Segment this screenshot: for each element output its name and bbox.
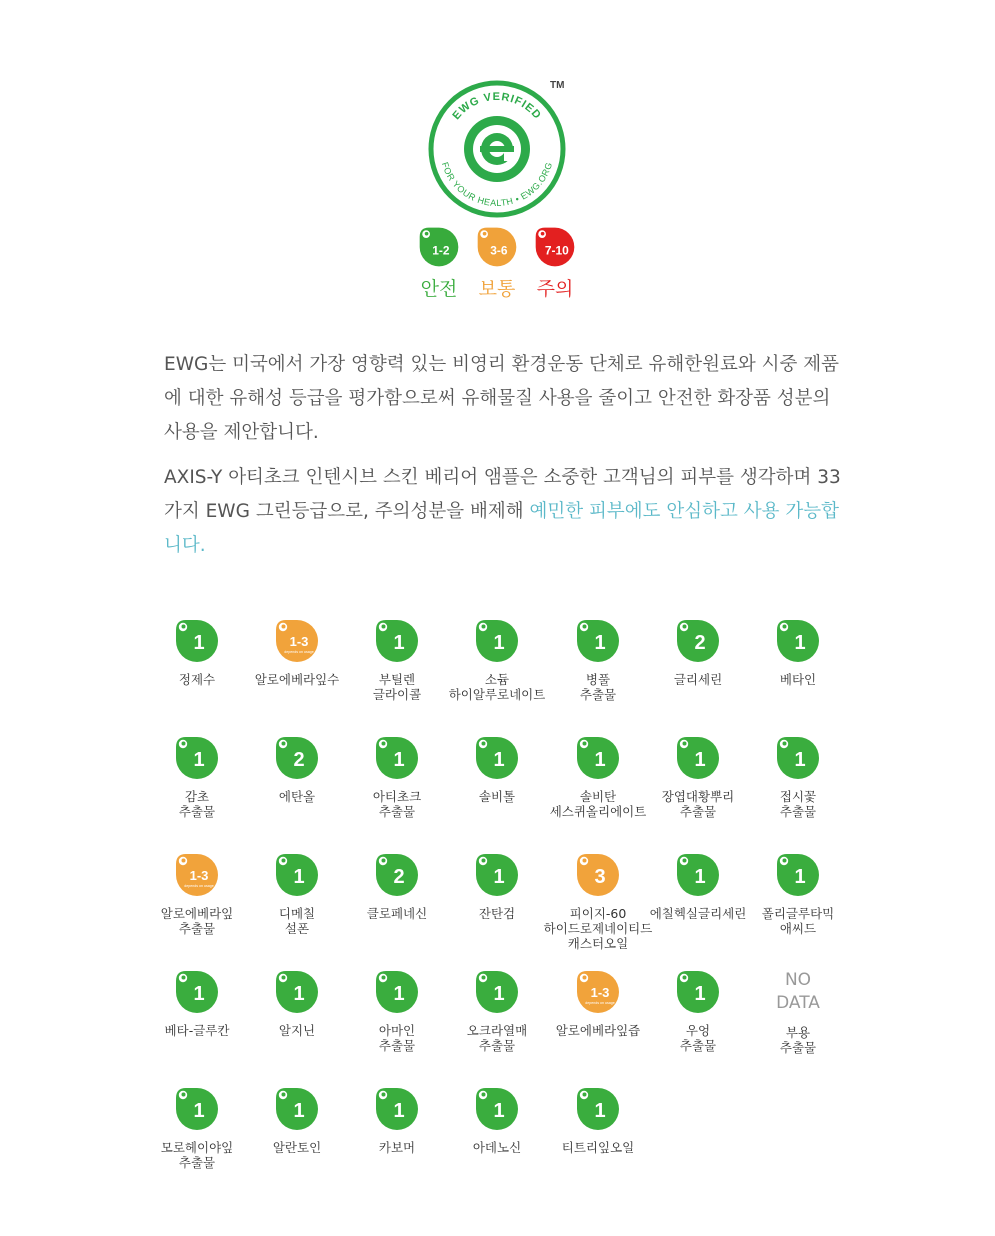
logo-bottom-text: FOR YOUR HEALTH • EWG.ORG xyxy=(439,160,555,209)
score-value: 1 xyxy=(493,983,505,1005)
score-badge xyxy=(272,1084,322,1134)
score-value: 1 xyxy=(694,983,706,1005)
ingredient-item xyxy=(442,733,552,804)
score-badge xyxy=(573,850,623,900)
score-badge xyxy=(472,616,522,666)
ingredient-name: 병풀 추출물 xyxy=(579,672,617,702)
legend-label: 보통 xyxy=(478,278,516,300)
ingredient-item xyxy=(543,967,653,1038)
ingredient-name: 알지닌 xyxy=(278,1023,316,1038)
ingredient-item xyxy=(543,733,653,819)
ingredient-item xyxy=(242,850,352,936)
ingredient-item xyxy=(142,616,252,687)
ingredient-name: 아마인 추출물 xyxy=(378,1023,416,1053)
ingredient-name: 카보머 xyxy=(378,1140,416,1155)
score-value: 1 xyxy=(594,1100,606,1122)
legend-badge-3-6 xyxy=(474,224,520,270)
score-badge xyxy=(773,733,823,783)
ingredient-item xyxy=(442,850,552,921)
ingredient-name: 클로페네신 xyxy=(366,906,428,921)
no-data-label: NO DATA xyxy=(776,970,820,1013)
score-value: 1 xyxy=(193,749,205,771)
ingredient-name: 솔비탄 세스퀴올리에이트 xyxy=(549,789,647,819)
score-value: 1-3 xyxy=(189,868,209,883)
score-badge xyxy=(773,616,823,666)
score-value: 1-2 xyxy=(432,243,450,258)
score-value: 1-3 xyxy=(590,985,610,1000)
score-value: 1 xyxy=(794,866,806,888)
ingredient-item xyxy=(242,1084,352,1155)
score-badge xyxy=(372,1084,422,1134)
trademark-mark: TM xyxy=(550,80,565,91)
ingredient-item xyxy=(743,733,853,819)
ingredient-name: 접시꽃 추출물 xyxy=(779,789,817,819)
ingredient-item xyxy=(743,967,853,1055)
highlight-text: 예민한 피부에도 안심하고 사용 가능합니다. xyxy=(164,501,840,556)
ingredient-item xyxy=(142,967,252,1038)
product-text: AXIS-Y 아티초크 인텐시브 스킨 베리어 앰플은 소중한 고객님의 피부를 생각하며 33가지 EWG 그린등급으로, 주의성분을 배제해 xyxy=(164,467,841,522)
score-badge xyxy=(773,850,823,900)
ingredient-item xyxy=(342,850,452,921)
score-badge xyxy=(172,1084,222,1134)
score-value: 2 xyxy=(694,632,706,654)
ingredient-name: 감초 추출물 xyxy=(178,789,216,819)
ingredient-name: 알로에베라잎수 xyxy=(254,672,340,687)
score-value: 1 xyxy=(794,632,806,654)
score-value: 1 xyxy=(393,749,405,771)
ingredient-item xyxy=(242,616,352,687)
ingredient-item xyxy=(543,1084,653,1155)
ingredient-name: 장엽대황뿌리 추출물 xyxy=(661,789,735,819)
ingredient-name: 우엉 추출물 xyxy=(679,1023,717,1053)
ingredient-name: 아티초크 추출물 xyxy=(372,789,422,819)
logo-top-text: EWG VERIFIED xyxy=(450,90,544,123)
ingredient-item xyxy=(643,616,753,687)
legend-badge-7-10 xyxy=(532,224,578,270)
score-value: 1-3 xyxy=(289,634,309,649)
product-paragraph xyxy=(164,461,844,563)
score-badge xyxy=(172,733,222,783)
ingredient-item xyxy=(342,616,452,702)
ingredient-name: 오크라열매 추출물 xyxy=(466,1023,528,1053)
score-badge xyxy=(673,733,723,783)
score-badge xyxy=(172,616,222,666)
score-value: 1 xyxy=(293,866,305,888)
score-value: 2 xyxy=(393,866,405,888)
ingredient-item xyxy=(342,967,452,1053)
ingredient-item xyxy=(442,616,552,702)
score-value: 1 xyxy=(493,632,505,654)
score-value: 1 xyxy=(393,632,405,654)
score-badge xyxy=(472,967,522,1017)
depends-on-usage-text: depends on usage xyxy=(184,884,214,888)
score-value: 2 xyxy=(293,749,305,771)
score-value: 1 xyxy=(393,1100,405,1122)
ingredient-name: 알로에베라잎 추출물 xyxy=(160,906,234,936)
score-value: 7-10 xyxy=(544,243,569,258)
score-badge xyxy=(472,733,522,783)
score-value: 1 xyxy=(193,1100,205,1122)
depends-on-usage-text: depends on usage xyxy=(585,1001,615,1005)
score-badge xyxy=(673,850,723,900)
ewg-intro-paragraph: EWG는 미국에서 가장 영향력 있는 비영리 환경운동 단체로 유해한원료와 시중 제품에 대한 유해성 등급을 평가함으로써 유해물질 사용을 줄이고 안전한 화장품 성분의 사용을 제안합니다. xyxy=(164,354,839,443)
ewg-verified-logo xyxy=(426,78,568,220)
ingredient-item xyxy=(342,1084,452,1155)
score-value: 1 xyxy=(594,749,606,771)
score-value: 1 xyxy=(493,866,505,888)
ingredient-item xyxy=(643,850,753,921)
ingredient-item xyxy=(743,850,853,936)
score-value: 3-6 xyxy=(490,243,508,258)
ingredient-name: 베타-글루칸 xyxy=(164,1023,230,1038)
score-badge xyxy=(372,733,422,783)
score-badge xyxy=(573,616,623,666)
ingredient-name: 폴리글루타믹 애씨드 xyxy=(761,906,835,936)
ingredient-item xyxy=(142,733,252,819)
score-value: 1 xyxy=(393,983,405,1005)
ingredient-name: 모로헤이야잎 추출물 xyxy=(160,1140,234,1170)
ingredient-name: 부용 추출물 xyxy=(779,1025,817,1055)
score-badge xyxy=(372,850,422,900)
score-legend xyxy=(416,224,586,304)
ingredient-item xyxy=(743,616,853,687)
ingredient-name: 티트리잎오일 xyxy=(561,1140,635,1155)
score-badge xyxy=(673,616,723,666)
ingredient-item xyxy=(442,1084,552,1155)
score-badge xyxy=(573,1084,623,1134)
legend-label: 주의 xyxy=(536,278,574,300)
ingredient-name: 베타인 xyxy=(779,672,817,687)
score-value: 1 xyxy=(594,632,606,654)
score-badge xyxy=(673,967,723,1017)
score-value: 1 xyxy=(293,983,305,1005)
score-value: 1 xyxy=(694,866,706,888)
ingredient-item xyxy=(643,967,753,1053)
score-badge xyxy=(272,850,322,900)
score-value: 1 xyxy=(493,749,505,771)
ingredient-name: 글리세린 xyxy=(673,672,723,687)
ingredient-name: 에탄올 xyxy=(278,789,316,804)
ingredient-name: 솔비톨 xyxy=(478,789,516,804)
score-badge xyxy=(272,967,322,1017)
score-value: 1 xyxy=(694,749,706,771)
score-badge xyxy=(372,616,422,666)
score-value: 1 xyxy=(193,632,205,654)
score-badge xyxy=(172,850,222,900)
score-value: 1 xyxy=(493,1100,505,1122)
ingredient-item xyxy=(242,967,352,1038)
ingredient-item xyxy=(142,1084,252,1170)
score-value: 1 xyxy=(193,983,205,1005)
ingredient-name: 아데노신 xyxy=(472,1140,522,1155)
ingredient-item xyxy=(242,733,352,804)
ingredient-name: 소듐 하이알루로네이트 xyxy=(448,672,546,702)
ingredient-name: 부틸렌 글라이콜 xyxy=(372,672,422,702)
ingredient-name: 잔탄검 xyxy=(478,906,516,921)
score-value: 1 xyxy=(293,1100,305,1122)
legend-label: 안전 xyxy=(420,278,458,300)
score-badge xyxy=(573,733,623,783)
ingredient-item xyxy=(543,850,653,951)
ingredient-name: 피이지-60 하이드로제네이티드 캐스터오일 xyxy=(543,906,653,951)
product-description xyxy=(164,461,844,563)
ingredient-item xyxy=(442,967,552,1053)
ingredient-item xyxy=(543,616,653,702)
score-badge xyxy=(272,616,322,666)
ewg-description xyxy=(164,348,844,450)
score-value: 1 xyxy=(794,749,806,771)
score-badge xyxy=(472,1084,522,1134)
ingredient-name: 정제수 xyxy=(178,672,216,687)
ingredient-item xyxy=(643,733,753,819)
ingredient-name: 알로에베라잎즙 xyxy=(555,1023,641,1038)
ingredient-name: 알란토인 xyxy=(272,1140,322,1155)
ingredient-name: 에칠헥실글리세린 xyxy=(649,906,747,921)
ingredient-name: 디메칠 설폰 xyxy=(278,906,316,936)
score-value: 3 xyxy=(594,866,606,888)
score-badge xyxy=(372,967,422,1017)
score-badge xyxy=(272,733,322,783)
score-badge xyxy=(573,967,623,1017)
score-badge xyxy=(172,967,222,1017)
score-badge xyxy=(472,850,522,900)
depends-on-usage-text: depends on usage xyxy=(284,650,314,654)
ingredient-item xyxy=(142,850,252,936)
legend-badge-1-2 xyxy=(416,224,462,270)
ingredient-item xyxy=(342,733,452,819)
